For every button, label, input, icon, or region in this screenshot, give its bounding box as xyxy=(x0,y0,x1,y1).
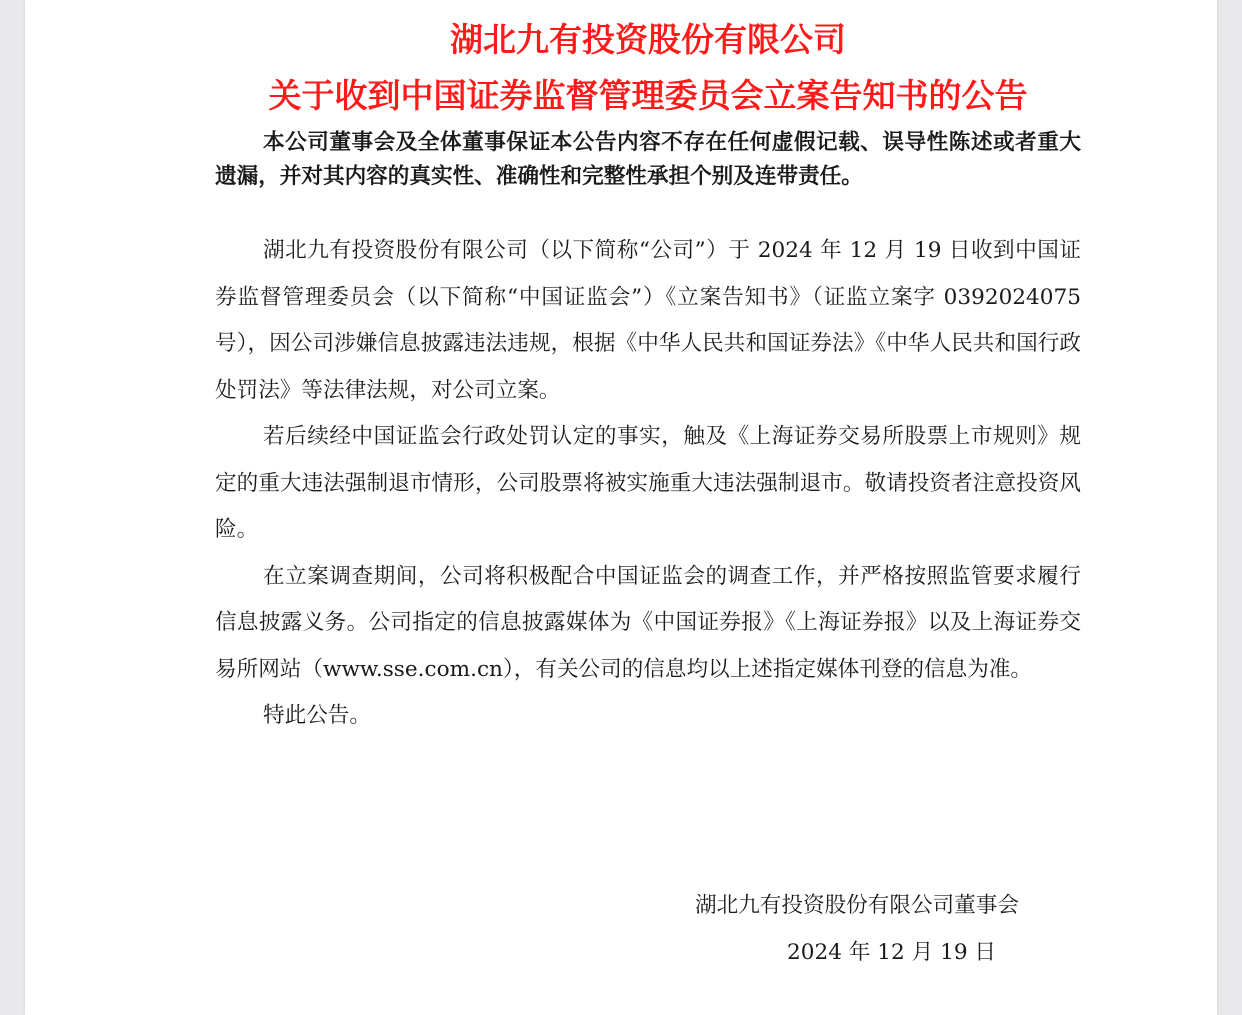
paragraph-filing-notice: 湖北九有投资股份有限公司（以下简称“公司”）于 2024 年 12 月 19 日收到中国证券监督管理委员会（以下简称“中国证监会”）《立案告知书》（证监立案字 0392024075 号），因公司涉嫌信息披露违法违规，根据《中华人民共和国证券法》《中华人民共和国行政处罚法》等法律法规，对公司立案。 xyxy=(215,238,1081,403)
signature-date: 2024 年 12 月 19 日 xyxy=(787,940,997,965)
signature-company: 湖北九有投资股份有限公司董事会 xyxy=(695,893,1019,918)
document-title-subject: 关于收到中国证券监督管理委员会立案告知书的公告 xyxy=(268,76,1028,115)
board-statement: 本公司董事会及全体董事保证本公告内容不存在任何虚假记载、误导性陈述或者重大遗漏，并对其内容的真实性、准确性和完整性承担个别及连带责任。 xyxy=(215,130,1081,189)
document-title-company: 湖北九有投资股份有限公司 xyxy=(450,20,846,59)
document-page xyxy=(25,0,1217,1015)
document-body xyxy=(215,228,1081,740)
paragraph-disclosure-media: 在立案调查期间，公司将积极配合中国证监会的调查工作，并严格按照监管要求履行信息披露义务。公司指定的信息披露媒体为《中国证券报》《上海证券报》以及上海证券交易所网站（www.sse.com.cn），有关公司的信息均以上述指定媒体刊登的信息为准。 xyxy=(215,563,1081,682)
paragraph-delisting-risk: 若后续经中国证监会行政处罚认定的事实，触及《上海证券交易所股票上市规则》规定的重大违法强制退市情形，公司股票将被实施重大违法强制退市。敬请投资者注意投资风险。 xyxy=(215,424,1081,542)
paragraph-closing: 特此公告。 xyxy=(263,703,371,728)
